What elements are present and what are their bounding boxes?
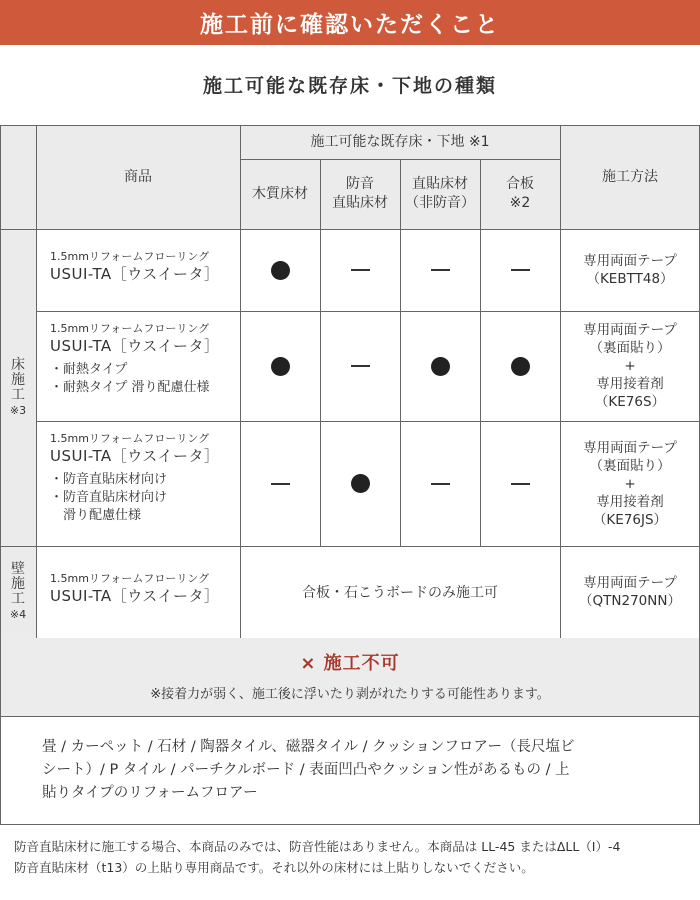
floor-install-label: 床 施 工 ※3 — [9, 356, 27, 417]
header-product: 商品 — [124, 168, 152, 185]
header-banner: 施工前に確認いただくこと — [0, 0, 700, 45]
mark-cell — [320, 421, 400, 546]
wall-install-label: 壁 施 工 ※4 — [9, 561, 27, 621]
unavailable-dash-icon — [351, 269, 370, 271]
not-applicable-note: ※接着力が弱く、施工後に浮いたり剥がれたりする可能性あります。 — [150, 687, 550, 702]
header-group: 施工可能な既存床・下地 ※1 — [310, 133, 490, 150]
mark-cell — [240, 229, 320, 311]
mark-cell — [480, 229, 560, 311]
header-col-wood: 木質床材 — [252, 185, 308, 202]
not-applicable-box — [0, 638, 700, 717]
mark-cell — [400, 421, 480, 546]
header-col-plywood: 合板 ※2 — [506, 176, 534, 211]
product-row-2: 1.5mmリフォームフローリング USUI-TA［ウスイータ］ ・耐熱タイプ ・耐熱タイプ 滑り配慮仕様 — [50, 322, 220, 395]
footer-note: 防音直貼床材に施工する場合、本商品のみでは、防音性能はありません。本商品は LL-45 またはΔLL（Ⅰ）-4 防音直貼床材（t13）の上貼り専用商品です。それ以外の床材には上貼りしないでください。 — [14, 839, 621, 875]
product-row-3: 1.5mmリフォームフローリング USUI-TA［ウスイータ］ ・防音直貼床材向け ・防音直貼床材向け 滑り配慮仕様 — [50, 432, 220, 523]
available-dot-icon — [431, 357, 450, 376]
not-applicable-title: × 施工不可 — [300, 653, 400, 674]
mark-cell — [480, 311, 560, 421]
frame-border — [0, 824, 700, 825]
not-applicable-list: 畳 / カーペット / 石材 / 陶器タイル、磁器タイル / クッションフロアー（長尺塩ビ シート）/ P タイル / パーチクルボード / 表面凹凸やクッション性があるもの / 上 貼りタイプのリフォームフロアー — [42, 739, 575, 801]
available-dot-icon — [271, 357, 290, 376]
frame-border — [0, 125, 1, 825]
mark-cell — [480, 421, 560, 546]
wall-substrate-note: 合板・石こうボードのみ施工可 — [302, 585, 498, 601]
unavailable-dash-icon — [271, 483, 290, 485]
method-row-1: 専用両面テープ （KEBTT48） — [583, 253, 677, 287]
method-row-2: 専用両面テープ （裏面貼り） + 専用接着剤 （KE76S） — [583, 322, 677, 410]
available-dot-icon — [511, 357, 530, 376]
mark-cell — [240, 421, 320, 546]
available-dot-icon — [271, 261, 290, 280]
product-row-wall: 1.5mmリフォームフローリング USUI-TA［ウスイータ］ — [50, 572, 220, 605]
unavailable-dash-icon — [511, 483, 530, 485]
header-col-soundproof: 防音 直貼床材 — [332, 176, 388, 211]
product-row-1: 1.5mmリフォームフローリング USUI-TA［ウスイータ］ — [50, 250, 220, 283]
mark-cell — [400, 229, 480, 311]
unavailable-dash-icon — [511, 269, 530, 271]
section-title: 施工可能な既存床・下地の種類 — [202, 75, 497, 97]
available-dot-icon — [351, 474, 370, 493]
method-row-3: 専用両面テープ （裏面貼り） + 専用接着剤 （KE76JS） — [583, 439, 677, 528]
unavailable-dash-icon — [351, 365, 370, 367]
mark-cell — [320, 229, 400, 311]
header-col-direct: 直貼床材 （非防音） — [405, 176, 475, 211]
unavailable-dash-icon — [431, 269, 450, 271]
unavailable-dash-icon — [431, 483, 450, 485]
mark-cell — [400, 311, 480, 421]
method-row-wall: 専用両面テープ （QTN270NN） — [579, 575, 681, 609]
header-method: 施工方法 — [602, 168, 658, 185]
mark-cell — [240, 311, 320, 421]
mark-cell — [320, 311, 400, 421]
